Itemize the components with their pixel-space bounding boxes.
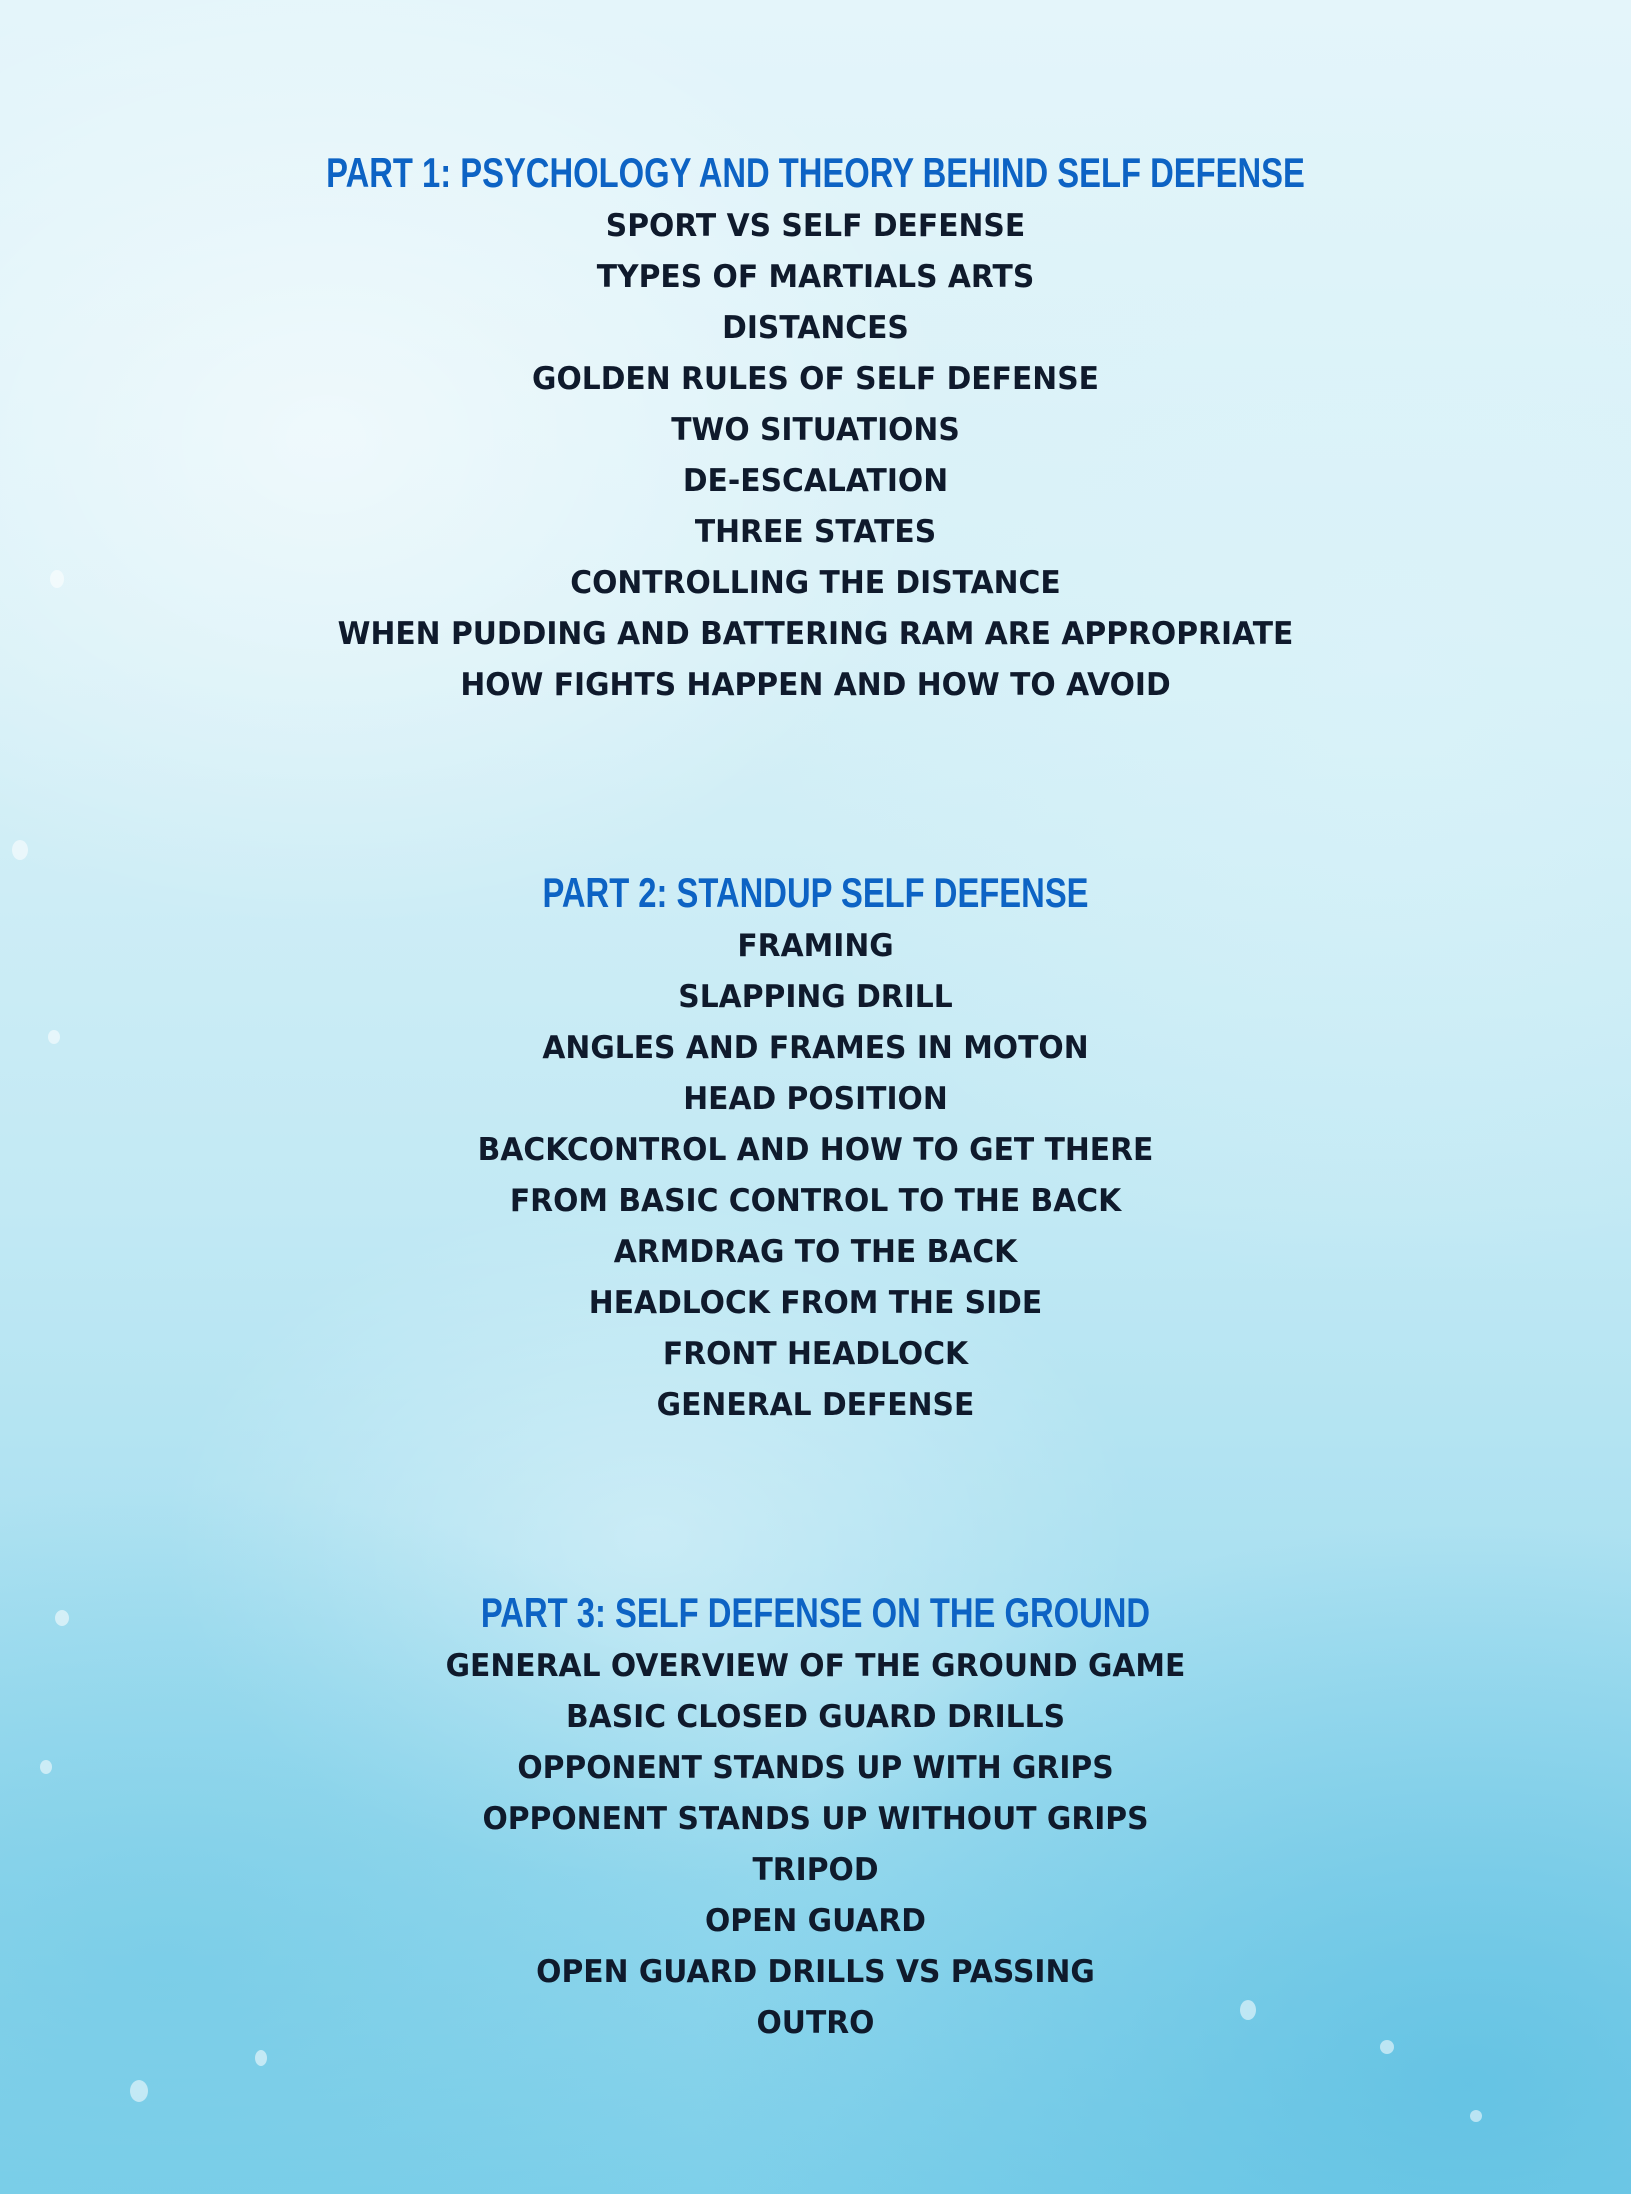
section-title-part-1: PART 1: PSYCHOLOGY AND THEORY BEHIND SELF DEFENSE [326, 149, 1305, 196]
list-item: OPEN GUARD DRILLS VS PASSING [536, 1954, 1095, 1990]
background-splatter [130, 2080, 148, 2102]
background-splatter [1470, 2110, 1482, 2122]
list-item: HOW FIGHTS HAPPEN AND HOW TO AVOID [460, 667, 1171, 703]
list-item: WHEN PUDDING AND BATTERING RAM ARE APPROPRIATE [337, 616, 1294, 652]
list-item: TRIPOD [752, 1852, 879, 1888]
list-item: OUTRO [756, 2005, 875, 2041]
list-item: SPORT VS SELF DEFENSE [605, 208, 1026, 244]
part-3-item-list [0, 1641, 1631, 2049]
list-item: OPPONENT STANDS UP WITH GRIPS [517, 1750, 1114, 1786]
list-item: TWO SITUATIONS [671, 412, 960, 448]
section-part-1 [0, 143, 1631, 711]
list-item: HEAD POSITION [683, 1081, 948, 1117]
list-item: GENERAL DEFENSE [656, 1387, 975, 1423]
section-title-part-3: PART 3: SELF DEFENSE ON THE GROUND [480, 1589, 1151, 1636]
list-item: FRONT HEADLOCK [662, 1336, 969, 1372]
list-item: GOLDEN RULES OF SELF DEFENSE [532, 361, 1099, 397]
list-item: BACKCONTROL AND HOW TO GET THERE [477, 1132, 1154, 1168]
list-item: HEADLOCK FROM THE SIDE [588, 1285, 1043, 1321]
section-part-2 [0, 863, 1631, 1431]
list-item: ARMDRAG TO THE BACK [613, 1234, 1018, 1270]
part-2-item-list [0, 921, 1631, 1431]
list-item: SLAPPING DRILL [678, 979, 953, 1015]
list-item: CONTROLLING THE DISTANCE [570, 565, 1061, 601]
background-splatter [255, 2050, 267, 2066]
list-item: OPPONENT STANDS UP WITHOUT GRIPS [482, 1801, 1149, 1837]
list-item: FROM BASIC CONTROL TO THE BACK [509, 1183, 1122, 1219]
list-item: GENERAL OVERVIEW OF THE GROUND GAME [445, 1648, 1186, 1684]
list-item: BASIC CLOSED GUARD DRILLS [565, 1699, 1066, 1735]
list-item: ANGLES AND FRAMES IN MOTON [542, 1030, 1089, 1066]
section-title-part-2: PART 2: STANDUP SELF DEFENSE [542, 869, 1089, 916]
list-item: DISTANCES [722, 310, 909, 346]
list-item: FRAMING [737, 928, 894, 964]
list-item: OPEN GUARD [704, 1903, 927, 1939]
list-item: THREE STATES [694, 514, 937, 550]
list-item: TYPES OF MARTIALS ARTS [596, 259, 1035, 295]
background-splatter [12, 840, 28, 860]
part-1-item-list [0, 201, 1631, 711]
list-item: DE-ESCALATION [682, 463, 949, 499]
section-part-3 [0, 1583, 1631, 2049]
